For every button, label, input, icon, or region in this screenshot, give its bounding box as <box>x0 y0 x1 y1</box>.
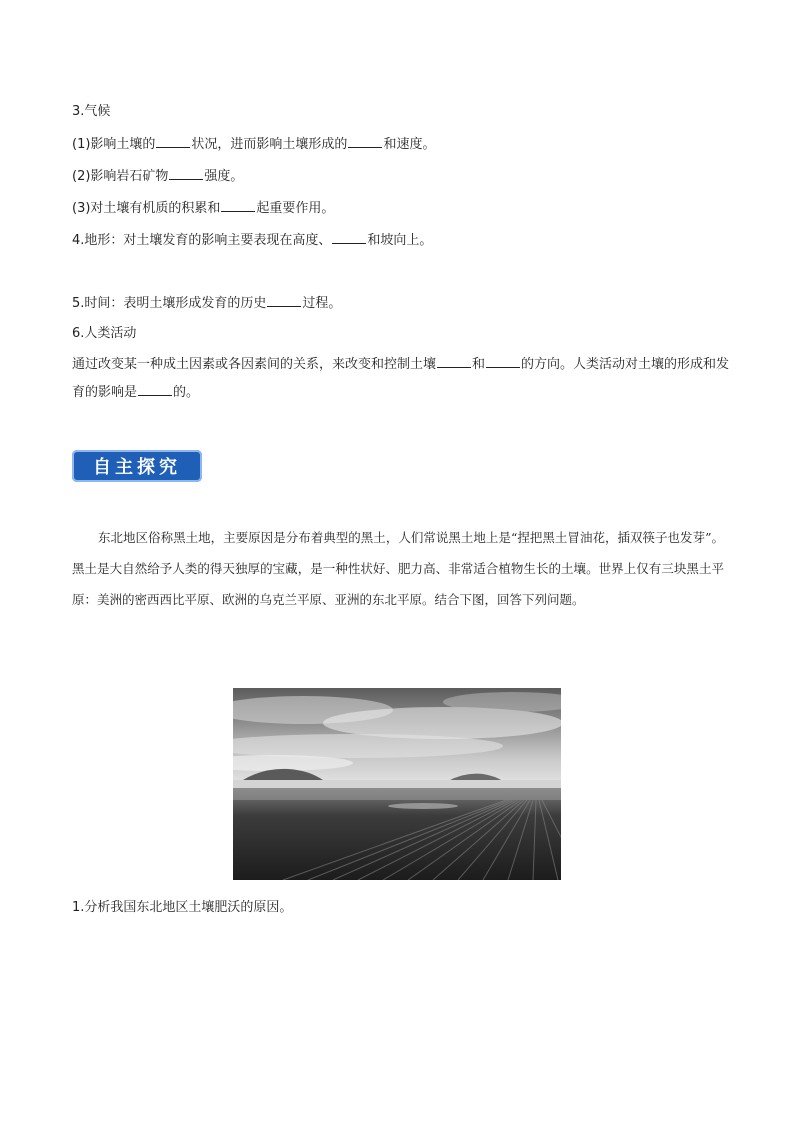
item6-part-d: 的。 <box>173 385 200 400</box>
item5 <box>72 293 341 313</box>
item4-part-b: 和坡向上。 <box>367 233 433 248</box>
item6-paragraph <box>72 351 732 407</box>
item4 <box>72 230 432 250</box>
item3-3-part-a: (3)对土壤有机质的积累和 <box>72 201 221 216</box>
item3-3-part-b: 起重要作用。 <box>256 201 335 216</box>
fill-blank <box>138 382 172 396</box>
item3-title <box>72 103 110 121</box>
item6-title-text: 6.人类活动 <box>72 326 137 341</box>
fill-blank <box>332 230 366 244</box>
item6-part-a: 通过改变某一种成土因素或各因素间的关系，来改变和控制土壤 <box>72 357 437 372</box>
item3-2 <box>72 166 243 186</box>
field-landscape-image <box>233 688 561 880</box>
item5-part-b: 过程。 <box>302 296 342 311</box>
fill-blank <box>267 293 301 307</box>
fill-blank <box>156 134 190 148</box>
item6-title <box>72 325 136 343</box>
item4-part-a: 4.地形：对土壤发育的影响主要表现在高度、 <box>72 233 332 248</box>
item6-part-c: 的方向。人类活动对土壤的形成和发育的影响是 <box>72 357 730 400</box>
item3-1 <box>72 134 435 154</box>
fill-blank <box>221 198 255 212</box>
fill-blank <box>169 166 203 180</box>
item5-part-a: 5.时间：表明土壤形成发育的历史 <box>72 296 267 311</box>
item3-2-part-a: (2)影响岩石矿物 <box>72 169 169 184</box>
fill-blank <box>348 134 382 148</box>
section-badge-self-inquiry <box>72 450 202 482</box>
black-soil-field-photo <box>233 688 561 880</box>
question-1 <box>72 899 292 917</box>
item3-1-part-c: 和速度。 <box>383 137 436 152</box>
item6-part-b: 和 <box>472 357 486 372</box>
item3-title-text: 3.气候 <box>72 104 111 119</box>
fill-blank <box>486 354 520 368</box>
item3-1-part-a: (1)影响土壤的 <box>72 137 156 152</box>
fill-blank <box>437 354 471 368</box>
item3-3 <box>72 198 334 218</box>
inquiry-paragraph: 东北地区俗称黑土地，主要原因是分布着典型的黑土，人们常说黑土地上是“捏把黑土冒油花，插双筷子也发芽”。黑土是大自然给予人类的得天独厚的宝藏，是一种性状好、肥力高、非常适合植物生长的土壤。世界上仅有三块黑土平原：美洲的密西西比平原、欧洲的乌克兰平原、亚洲的东北平原。结合下图，回答下列问题。 <box>72 530 724 607</box>
section-badge-label: 自主探究 <box>93 457 181 478</box>
item3-2-part-b: 强度。 <box>204 169 244 184</box>
question-1-text: 1.分析我国东北地区土壤肥沃的原因。 <box>72 900 293 915</box>
item3-1-part-b: 状况，进而影响土壤形成的 <box>191 137 348 152</box>
